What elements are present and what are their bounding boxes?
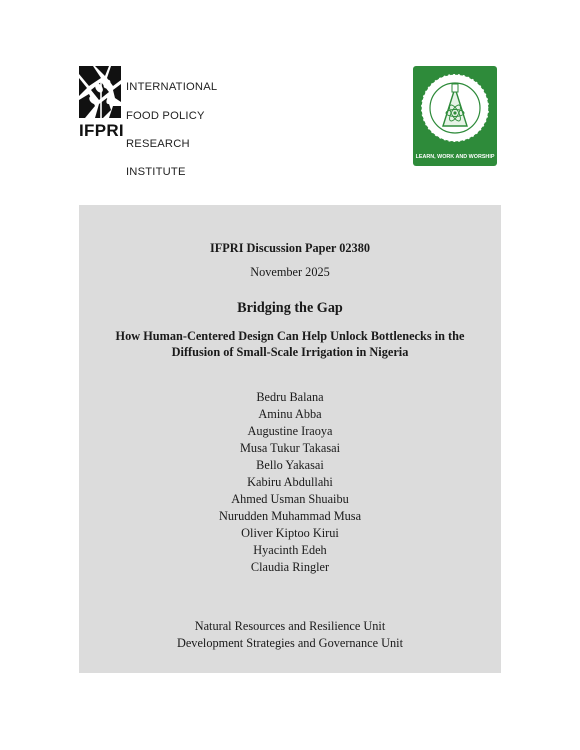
ifpri-name-line: INSTITUTE [126, 166, 186, 179]
author-name: Ahmed Usman Shuaibu [231, 492, 349, 506]
author-name: Bedru Balana [256, 390, 324, 404]
ifpri-logo [79, 66, 229, 179]
ifpri-full-name [126, 66, 236, 194]
author-list [79, 389, 501, 576]
ifpri-abbreviation: IFPRI [79, 121, 124, 140]
university-seal-icon [413, 66, 497, 166]
author-name: Augustine Iraoya [247, 424, 333, 438]
author-name: Oliver Kiptoo Kirui [241, 526, 339, 540]
author-name: Bello Yakasai [256, 458, 324, 472]
ifpri-name-line: INTERNATIONAL [126, 81, 218, 94]
author-name: Nurudden Muhammad Musa [218, 509, 362, 523]
unit-name: Natural Resources and Resilience Unit [194, 619, 386, 633]
seal-motto: LEARN, WORK AND WORSHIP [415, 154, 495, 160]
paper-title: Bridging the Gap [237, 300, 343, 316]
ifpri-name-line: FOOD POLICY [126, 109, 205, 122]
paper-subtitle: How Human-Centered Design Can Help Unlock Bottlenecks in the Diffusion of Small-Scale Irrigation in Nigeria [115, 329, 465, 359]
unit-name: Development Strategies and Governance Unit [176, 636, 404, 650]
unit-list [79, 618, 501, 652]
publication-date: November 2025 [250, 265, 330, 279]
series-label: IFPRI Discussion Paper 02380 [210, 241, 370, 255]
ifpri-wheat-icon [79, 66, 121, 118]
author-name: Aminu Abba [258, 407, 322, 421]
author-name: Musa Tukur Takasai [239, 441, 341, 455]
author-name: Kabiru Abdullahi [247, 475, 333, 489]
author-name: Claudia Ringler [250, 560, 330, 574]
author-name: Hyacinth Edeh [253, 543, 327, 557]
ifpri-name-line: RESEARCH [126, 138, 190, 151]
cover-panel [79, 205, 501, 673]
